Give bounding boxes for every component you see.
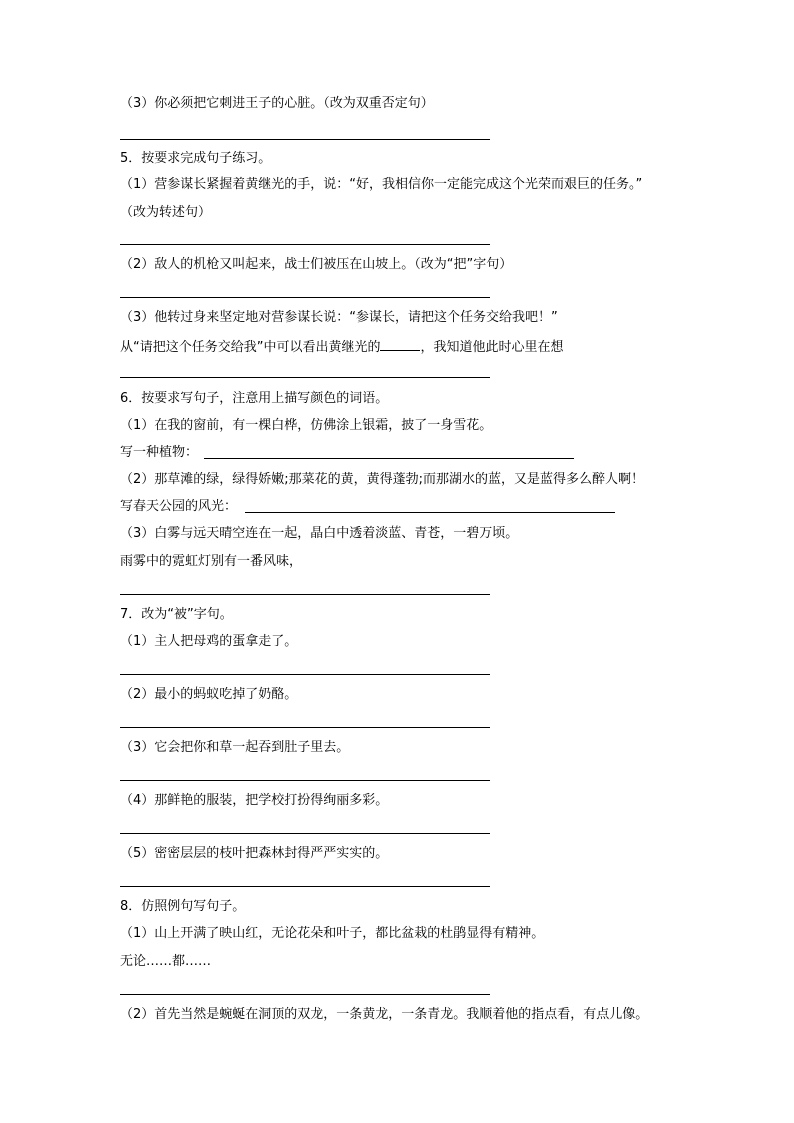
q6-title: 6．按要求写句子，注意用上描写颜色的词语。 xyxy=(120,391,389,406)
q7-item5: （5）密密层层的枝叶把森林封得严严实实的。 xyxy=(120,846,389,861)
q6-prompt1: 写一种植物： xyxy=(120,445,199,460)
q5-item3-text-a: 从“请把这个任务交给我”中可以看出黄继光的 xyxy=(120,340,381,355)
answer-line[interactable] xyxy=(120,780,490,781)
answer-line[interactable] xyxy=(120,139,490,140)
q5-item3-text-b: ，我知道他此时心里在想 xyxy=(420,340,564,355)
answer-line[interactable] xyxy=(120,594,490,595)
answer-line[interactable] xyxy=(120,833,490,834)
q7-title: 7．改为“被”字句。 xyxy=(120,607,233,622)
q5-item3-line2 xyxy=(120,337,564,357)
q6-item3: （3）白雾与远天晴空连在一起，晶白中透着淡蓝、青苍，一碧万顷。 xyxy=(120,526,519,541)
q7-item4: （4）那鲜艳的服装，把学校打扮得绚丽多彩。 xyxy=(120,793,389,808)
answer-line[interactable] xyxy=(120,244,490,245)
answer-line[interactable] xyxy=(120,886,490,887)
q7-item2: （2）最小的蚂蚁吃掉了奶酪。 xyxy=(120,687,298,702)
fill-blank[interactable] xyxy=(380,337,420,351)
q6-item1: （1）在我的窗前，有一棵白桦，仿佛涂上银霜，披了一身雪花。 xyxy=(120,418,493,433)
q5-item1-line2: （改为转述句） xyxy=(120,205,212,220)
answer-line[interactable] xyxy=(204,458,574,459)
q6-item2: （2）那草滩的绿，绿得娇嫩;那菜花的黄，黄得蓬勃;而那湖水的蓝，又是蓝得多么醉人啊！ xyxy=(120,472,645,487)
q7-item3: （3）它会把你和草一起吞到肚子里去。 xyxy=(120,740,350,755)
q5-item1-line1: （1）营参谋长紧握着黄继光的手，说：“好，我相信你一定能完成这个光荣而艰巨的任务。” xyxy=(120,177,643,192)
q8-item1: （1）山上开满了映山红，无论花朵和叶子，都比盆栽的杜鹃显得有精神。 xyxy=(120,926,545,941)
q6-prompt3: 雨雾中的霓虹灯别有一番风味， xyxy=(120,554,303,569)
q7-item1: （1）主人把母鸡的蛋拿走了。 xyxy=(120,634,298,649)
q8-prompt1: 无论……都…… xyxy=(120,954,212,969)
q8-title: 8．仿照例句写句子。 xyxy=(120,899,246,914)
answer-line[interactable] xyxy=(245,512,615,513)
q5-item2: （2）敌人的机枪又叫起来，战士们被压在山坡上。（改为“把”字句） xyxy=(120,257,513,272)
answer-line[interactable] xyxy=(120,674,490,675)
q5-item3-line1: （3）他转过身来坚定地对营参谋长说：“参谋长，请把这个任务交给我吧！” xyxy=(120,310,558,325)
answer-line[interactable] xyxy=(120,727,490,728)
q4-item3: （3）你必须把它刺进王子的心脏。（改为双重否定句） xyxy=(120,96,434,111)
answer-line[interactable] xyxy=(120,994,490,995)
answer-line[interactable] xyxy=(120,377,490,378)
q8-item2: （2）首先当然是蜿蜒在洞顶的双龙，一条黄龙，一条青龙。我顺着他的指点看，有点儿像。 xyxy=(120,1007,649,1022)
answer-line[interactable] xyxy=(120,297,490,298)
q6-prompt2: 写春天公园的风光： xyxy=(120,499,238,514)
q5-title: 5．按要求完成句子练习。 xyxy=(120,151,272,166)
